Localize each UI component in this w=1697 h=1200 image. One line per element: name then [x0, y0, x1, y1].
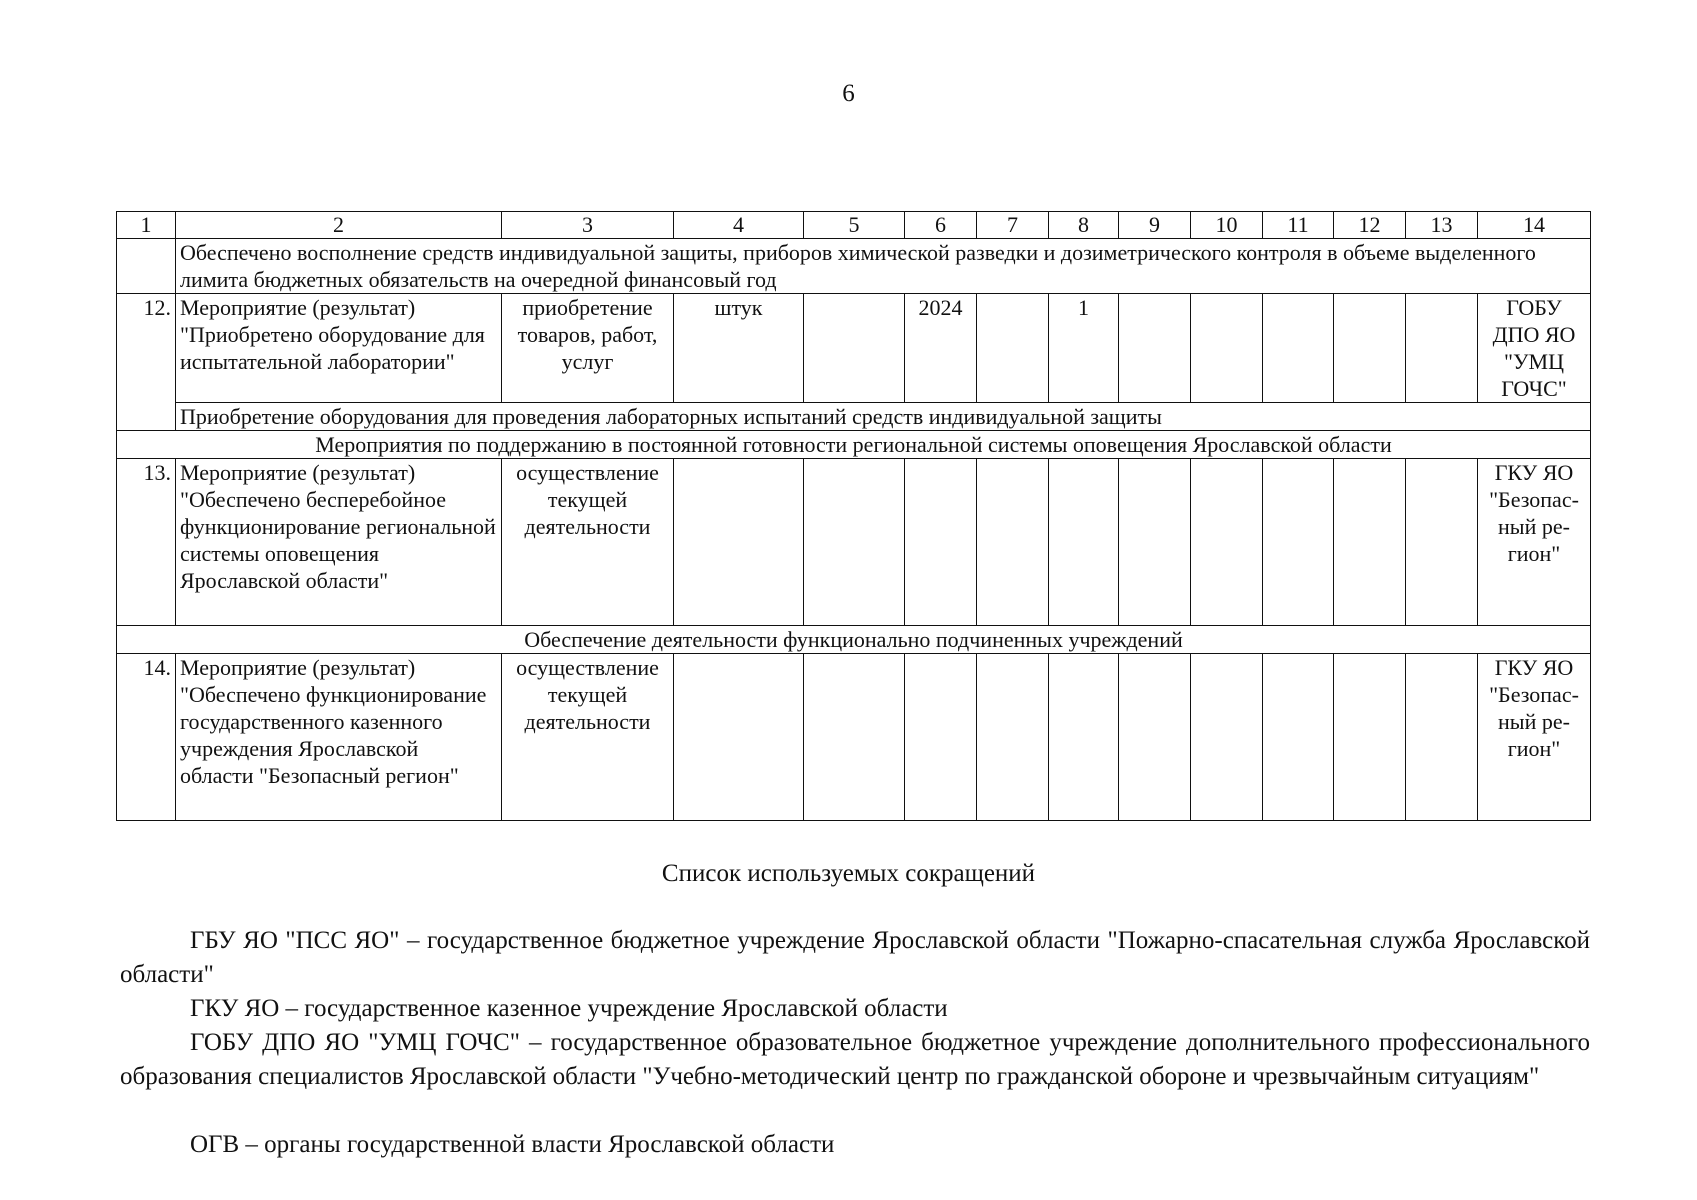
table-row — [117, 294, 1591, 403]
measure-type: приобретение товаров, работ, услуг — [502, 294, 674, 403]
header-cell: 3 — [502, 212, 674, 239]
header-cell: 12 — [1334, 212, 1406, 239]
empty-cell — [1119, 654, 1191, 821]
header-cell: 7 — [977, 212, 1049, 239]
row-description: Приобретение оборудования для проведения лабораторных испытаний средств индивидуальной защиты — [176, 403, 1591, 431]
empty-cell — [905, 654, 977, 821]
empty-cell — [1191, 459, 1263, 626]
empty-cell — [1334, 294, 1406, 403]
empty-cell — [1406, 654, 1478, 821]
empty-cell — [977, 459, 1049, 626]
empty-cell — [1191, 654, 1263, 821]
empty-cell — [804, 654, 905, 821]
table-row — [117, 654, 1591, 821]
abbreviations-title: Список используемых сокращений — [661, 860, 1036, 887]
empty-cell — [804, 459, 905, 626]
measures-table — [116, 211, 1591, 821]
abbreviation-item: ОГВ – органы государственной власти Ярославской области — [190, 1131, 835, 1158]
row-number: 13. — [117, 459, 176, 626]
measure-year: 2024 — [905, 294, 977, 403]
measure-executor: ГОБУ ДПО ЯО "УМЦ ГОЧС" — [1478, 294, 1591, 403]
row-description: Обеспечено восполнение средств индивидуальной защиты, приборов химической разведки и дозиметрического контроля в объеме выделенного лимита бюджетных обязательств на очередной финансовый год — [176, 239, 1591, 294]
header-cell: 5 — [804, 212, 905, 239]
section-heading: Мероприятия по поддержанию в постоянной готовности региональной системы оповещения Ярославской области — [117, 431, 1591, 459]
section-row — [117, 431, 1591, 459]
table-row — [117, 403, 1591, 431]
header-cell: 11 — [1263, 212, 1334, 239]
table-row — [117, 239, 1591, 294]
measure-value: 1 — [1049, 294, 1119, 403]
measure-executor: ГКУ ЯО "Безопас-ный ре-гион" — [1478, 654, 1591, 821]
empty-cell — [674, 459, 804, 626]
section-heading: Обеспечение деятельности функционально подчиненных учреждений — [117, 626, 1591, 654]
header-cell: 4 — [674, 212, 804, 239]
measure-type: осуществление текущей деятельности — [502, 459, 674, 626]
header-cell: 6 — [905, 212, 977, 239]
page-number: 6 — [842, 80, 855, 107]
header-cell: 2 — [176, 212, 502, 239]
empty-cell — [1119, 294, 1191, 403]
empty-cell — [1191, 294, 1263, 403]
measure-name: Мероприятие (результат) "Приобретено оборудование для испытательной лаборатории" — [176, 294, 502, 403]
header-cell: 1 — [117, 212, 176, 239]
table-header-row — [117, 212, 1591, 239]
section-row — [117, 626, 1591, 654]
empty-cell — [1263, 459, 1334, 626]
measure-type: осуществление текущей деятельности — [502, 654, 674, 821]
header-cell: 8 — [1049, 212, 1119, 239]
header-cell: 14 — [1478, 212, 1591, 239]
empty-cell — [1049, 654, 1119, 821]
empty-cell — [977, 654, 1049, 821]
abbreviation-item: ГОБУ ДПО ЯО "УМЦ ГОЧС" – государственное образовательное бюджетное учреждение дополнительного профессионального образования специалистов Ярославской области "Учебно-методический центр по гражданской обороне и чрезвычайным ситуациям" — [120, 1029, 1590, 1090]
table-row — [117, 459, 1591, 626]
empty-cell — [1119, 459, 1191, 626]
empty-cell — [1049, 459, 1119, 626]
empty-cell — [1406, 294, 1478, 403]
empty-cell — [977, 294, 1049, 403]
empty-cell — [1334, 459, 1406, 626]
header-cell: 13 — [1406, 212, 1478, 239]
abbreviation-item: ГКУ ЯО – государственное казенное учреждение Ярославской области — [190, 995, 948, 1022]
measure-name: Мероприятие (результат) "Обеспечено функционирование государственного казенного учреждения Ярославской области "Безопасный регион" — [176, 654, 502, 821]
empty-cell — [804, 294, 905, 403]
measure-executor: ГКУ ЯО "Безопас-ный ре-гион" — [1478, 459, 1591, 626]
header-cell: 9 — [1119, 212, 1191, 239]
empty-cell — [1334, 654, 1406, 821]
empty-cell — [117, 239, 176, 294]
header-cell: 10 — [1191, 212, 1263, 239]
empty-cell — [1263, 294, 1334, 403]
measure-name: Мероприятие (результат) "Обеспечено бесперебойное функционирование региональной системы оповещения Ярославской области" — [176, 459, 502, 626]
measure-unit: штук — [674, 294, 804, 403]
row-number: 14. — [117, 654, 176, 821]
empty-cell — [905, 459, 977, 626]
row-number: 12. — [117, 294, 176, 431]
empty-cell — [674, 654, 804, 821]
empty-cell — [1406, 459, 1478, 626]
abbreviation-item: ГБУ ЯО "ПСС ЯО" – государственное бюджетное учреждение Ярославской области "Пожарно-спасательная служба Ярославской области" — [120, 927, 1590, 988]
empty-cell — [1263, 654, 1334, 821]
